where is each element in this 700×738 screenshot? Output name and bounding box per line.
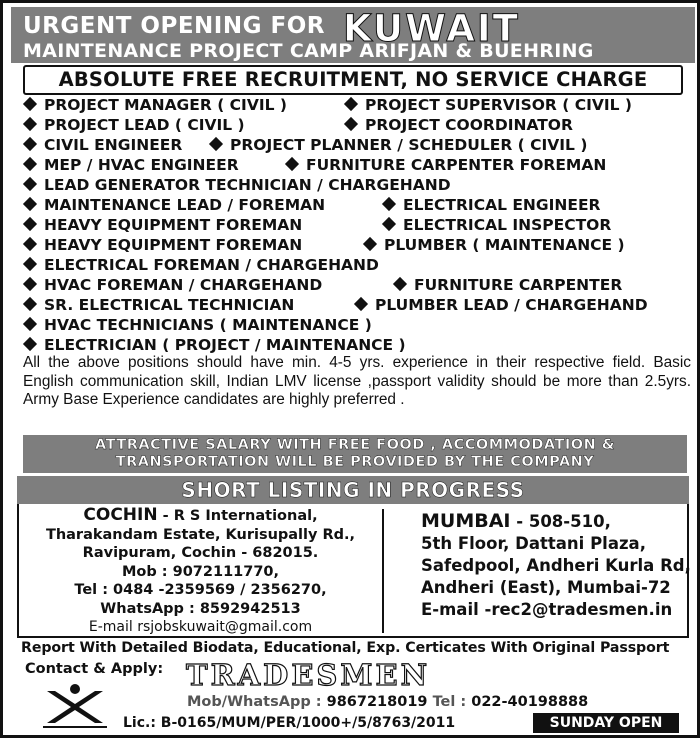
cochin-address-2: Ravipuram, Cochin - 682015.	[82, 545, 319, 561]
bullet-icon	[285, 157, 299, 171]
bullet-icon	[354, 297, 368, 311]
bullet-icon	[363, 237, 377, 251]
brand-logo-text: TRADESMEN	[186, 658, 431, 692]
report-instructions: Report With Detailed Biodata, Educational, Exp. Certicates With Original Passport	[21, 640, 670, 656]
cochin-office	[23, 506, 378, 637]
bullet-icon	[344, 117, 358, 131]
job-row	[3, 276, 700, 296]
bullet-icon	[23, 277, 37, 291]
telephone-number: 022-40198888	[471, 694, 589, 710]
mumbai-office	[421, 510, 691, 621]
job-row	[3, 336, 700, 356]
salary-line1: ATTRACTIVE SALARY WITH FREE FOOD , ACCOMMODATION &	[95, 437, 615, 453]
job-item: HVAC FOREMAN / CHARGEHAND	[25, 276, 322, 294]
bullet-icon	[23, 197, 37, 211]
job-item: PLUMBER LEAD / CHARGEHAND	[356, 296, 648, 314]
job-item: CIVIL ENGINEER	[25, 136, 182, 154]
mumbai-city: MUMBAI	[421, 510, 511, 532]
job-row	[3, 136, 700, 156]
job-item: HEAVY EQUIPMENT FOREMAN	[25, 216, 302, 234]
header-banner	[11, 7, 695, 63]
job-row	[3, 216, 700, 236]
job-item: PROJECT MANAGER ( CIVIL )	[25, 96, 287, 114]
cochin-telephone: Tel : 0484 -2359569 / 2356270,	[74, 582, 327, 598]
job-item: HEAVY EQUIPMENT FOREMAN	[25, 236, 302, 254]
license-number: Lic.: B-0165/MUM/PER/1000+/5/8763/2011	[123, 715, 456, 731]
bullet-icon	[23, 237, 37, 251]
job-row	[3, 156, 700, 176]
cochin-address-1: Tharakandam Estate, Kurisupally Rd.,	[45, 526, 356, 543]
job-item: ELECTRICAL FOREMAN / CHARGEHAND	[25, 256, 379, 274]
mobile-label: Mob/WhatsApp :	[187, 694, 327, 710]
salary-banner	[23, 435, 687, 473]
job-item: PROJECT COORDINATOR	[346, 116, 573, 134]
job-item: PLUMBER ( MAINTENANCE )	[365, 236, 625, 254]
bullet-icon	[23, 337, 37, 351]
mumbai-email: E-mail -rec2@tradesmen.in	[421, 600, 673, 619]
bullet-icon	[23, 317, 37, 331]
mobile-number: 9867218019	[326, 694, 428, 710]
job-item: HVAC TECHNICIANS ( MAINTENANCE )	[25, 316, 372, 334]
bullet-icon	[393, 277, 407, 291]
job-item: SR. ELECTRICAL TECHNICIAN	[25, 296, 294, 314]
cochin-email: E-mail rsjobskuwait@gmail.com	[88, 619, 313, 635]
bullet-icon	[209, 137, 223, 151]
mumbai-address-3: Andheri (East), Mumbai-72	[421, 578, 671, 597]
free-recruitment-box: ABSOLUTE FREE RECRUITMENT, NO SERVICE CHARGE	[23, 65, 683, 95]
header-line1: URGENT OPENING FOR	[23, 13, 325, 39]
mumbai-address-0: - 508-510,	[510, 512, 611, 531]
job-item: ELECTRICIAN ( PROJECT / MAINTENANCE )	[25, 336, 406, 354]
salary-line2: TRANSPORTATION WILL BE PROVIDED BY THE COMPANY	[115, 454, 595, 470]
job-row	[3, 316, 700, 336]
job-row	[3, 236, 700, 256]
divider	[382, 509, 384, 633]
cochin-city: COCHIN	[83, 505, 158, 525]
short-listing-text: SHORT LISTING IN PROGRESS	[181, 478, 525, 502]
tradesmen-logo-icon	[41, 683, 109, 729]
job-row	[3, 96, 700, 116]
requirements-text: All the above positions should have min. 4-5 yrs. experience in their respective field. Basic English communication skill, Indian LMV license ,passport validity should be more than 2.5yrs. Army Base Experience candidates are highly preferred .	[23, 354, 691, 408]
bullet-icon	[382, 197, 396, 211]
job-item: PROJECT LEAD ( CIVIL )	[25, 116, 245, 134]
contact-label: Contact & Apply:	[25, 661, 164, 677]
bullet-icon	[23, 297, 37, 311]
bullet-icon	[23, 157, 37, 171]
mumbai-address-1: 5th Floor, Dattani Plaza,	[421, 534, 646, 553]
job-item: MEP / HVAC ENGINEER	[25, 156, 239, 174]
job-item: FURNITURE CARPENTER FOREMAN	[287, 156, 606, 174]
bullet-icon	[23, 177, 37, 191]
mumbai-contact-numbers	[187, 694, 588, 710]
header-country: KUWAIT	[343, 7, 520, 50]
short-listing-banner	[17, 476, 689, 504]
cochin-whatsapp: WhatsApp : 8592942513	[100, 600, 301, 617]
bullet-icon	[23, 117, 37, 131]
bullet-icon	[23, 97, 37, 111]
job-row	[3, 296, 700, 316]
cochin-name: - R S International,	[157, 508, 318, 524]
job-row	[3, 116, 700, 136]
cochin-mobile: Mob : 9072111770,	[121, 563, 280, 580]
job-item: LEAD GENERATOR TECHNICIAN / CHARGEHAND	[25, 176, 451, 194]
job-item: ELECTRICAL ENGINEER	[384, 196, 600, 214]
bullet-icon	[344, 97, 358, 111]
job-item: PROJECT SUPERVISOR ( CIVIL )	[346, 96, 632, 114]
header-line2: MAINTENANCE PROJECT CAMP ARIFJAN & BUEHRING	[23, 40, 594, 62]
telephone-label: Tel :	[427, 694, 472, 710]
job-item: ELECTRICAL INSPECTOR	[384, 216, 611, 234]
job-row	[3, 176, 700, 196]
bullet-icon	[23, 217, 37, 231]
job-row	[3, 256, 700, 276]
mumbai-address-2: Safedpool, Andheri Kurla Rd,	[421, 556, 691, 575]
job-item: MAINTENANCE LEAD / FOREMAN	[25, 196, 325, 214]
bullet-icon	[382, 217, 396, 231]
sunday-open-badge: SUNDAY OPEN	[533, 713, 679, 733]
bullet-icon	[23, 257, 37, 271]
job-item: PROJECT PLANNER / SCHEDULER ( CIVIL )	[211, 136, 587, 154]
bullet-icon	[23, 137, 37, 151]
job-item: FURNITURE CARPENTER	[395, 276, 622, 294]
job-row	[3, 196, 700, 216]
